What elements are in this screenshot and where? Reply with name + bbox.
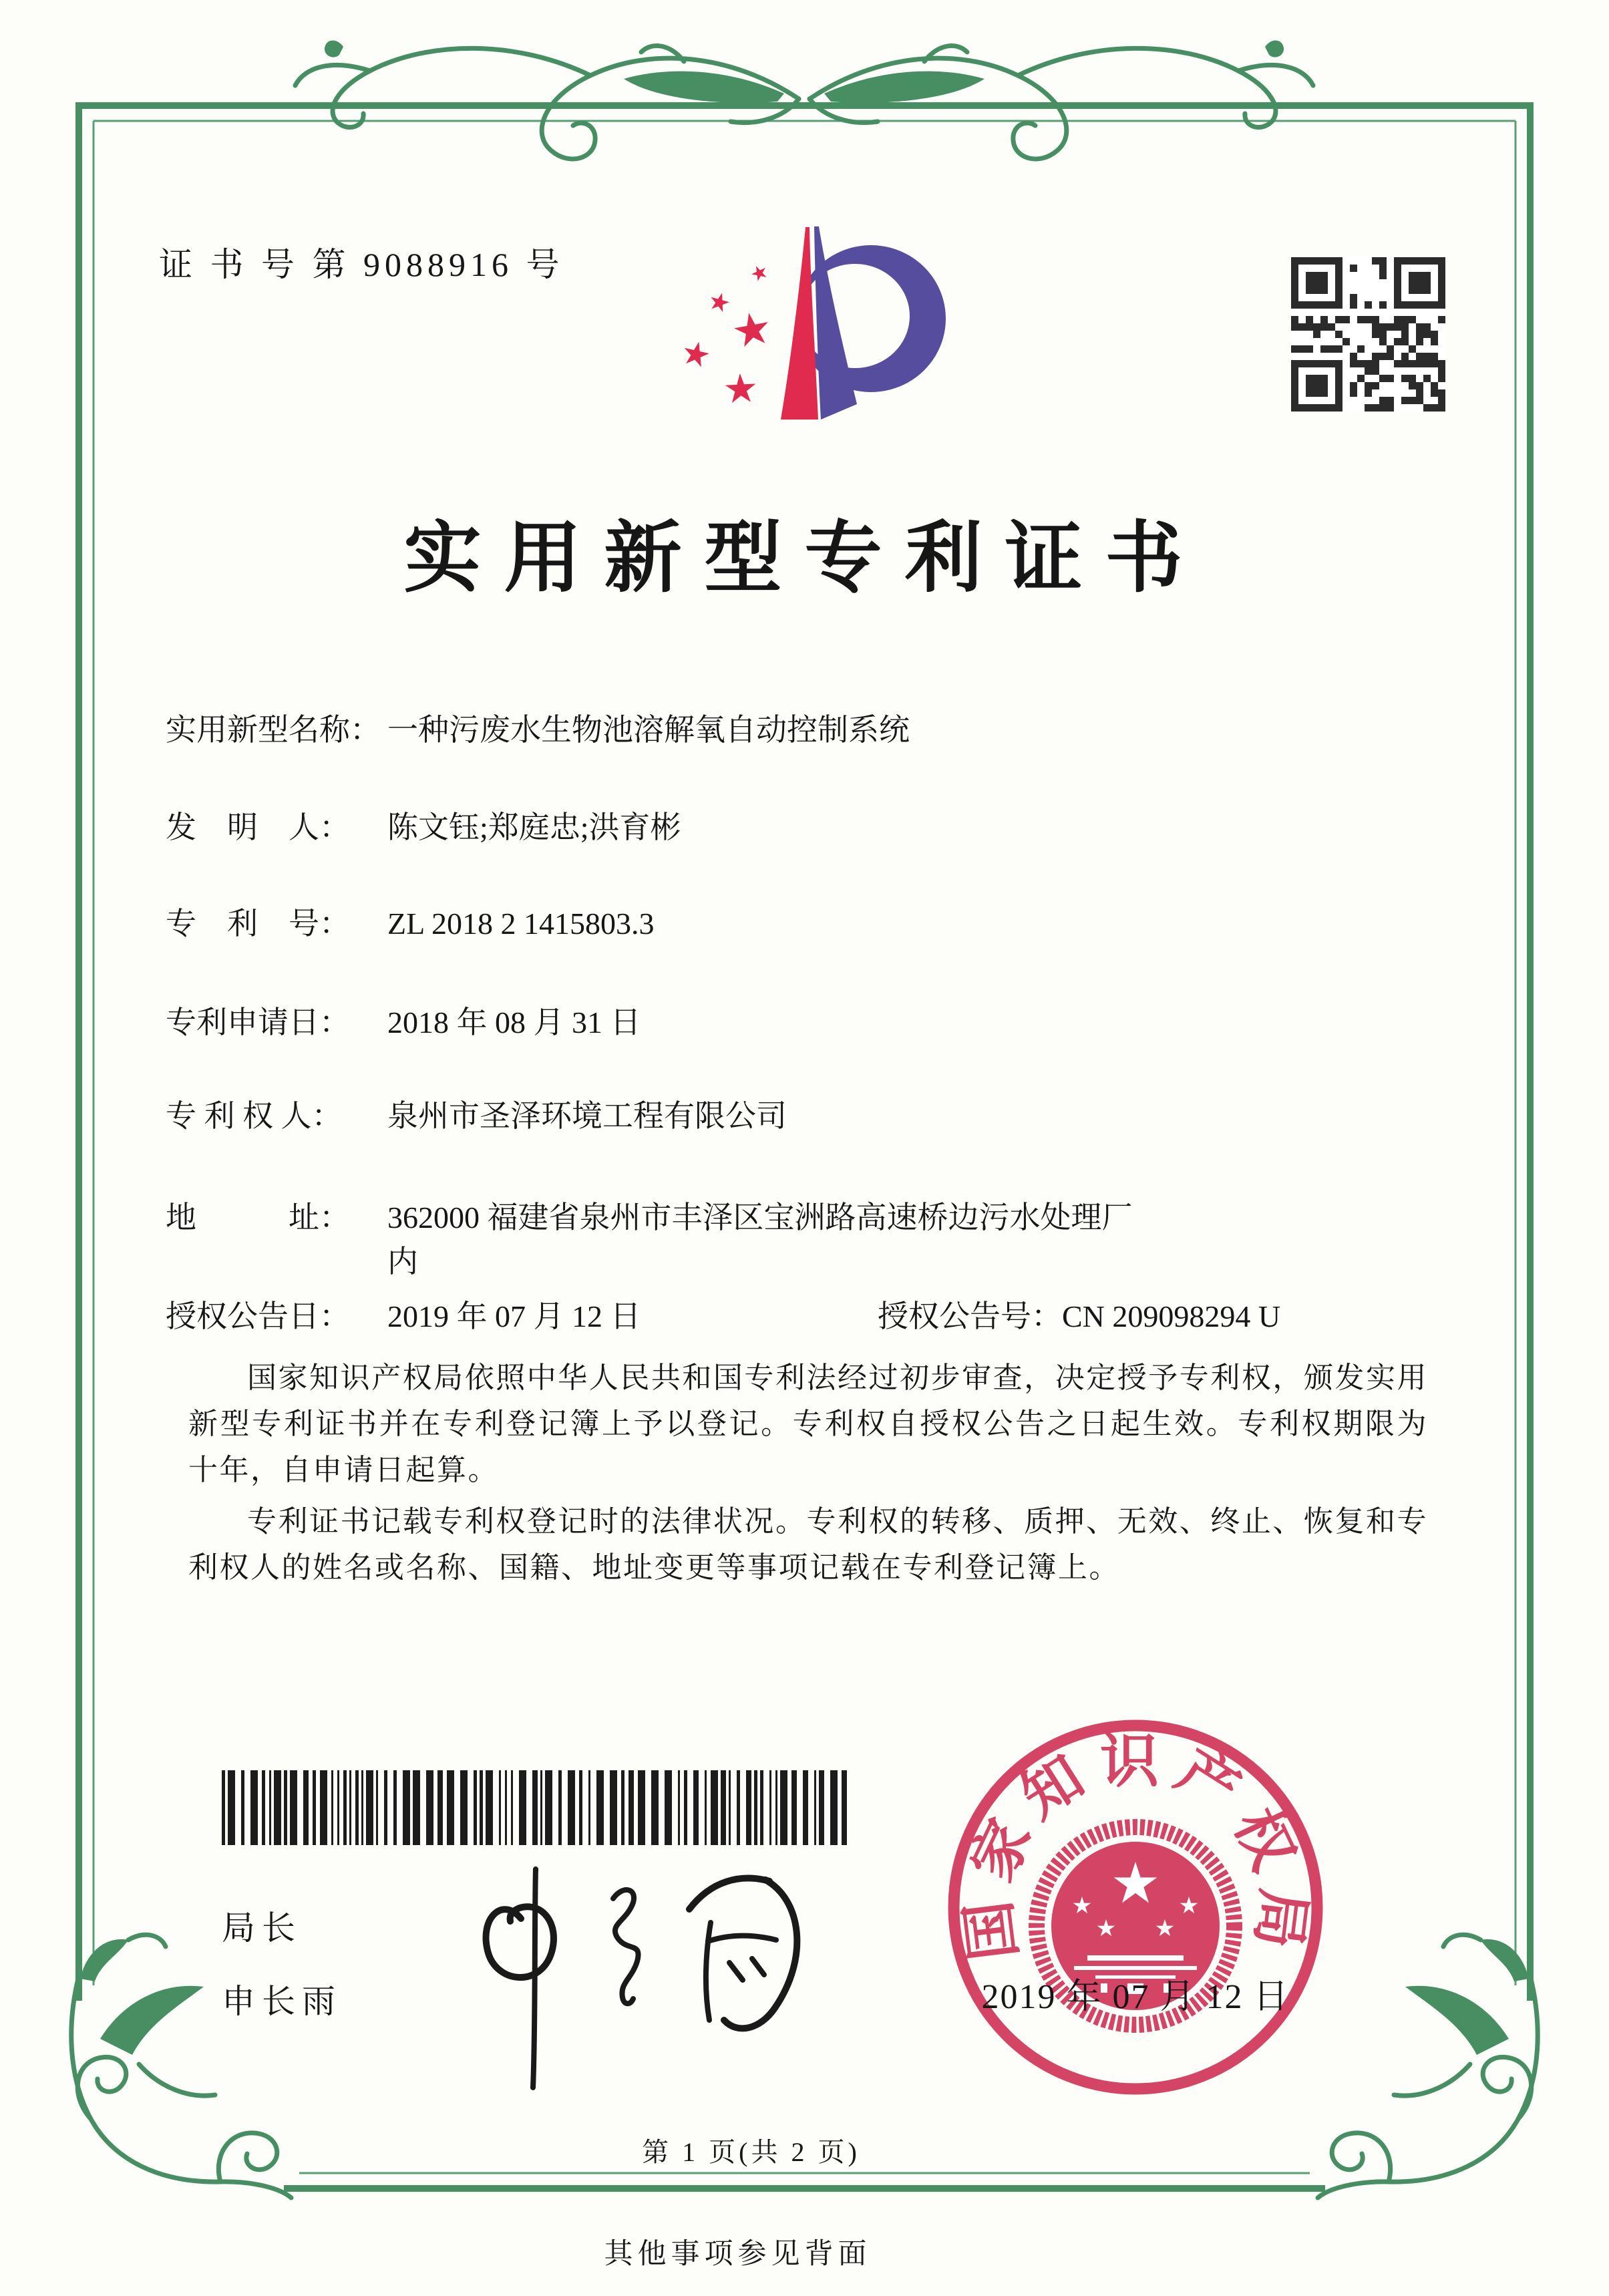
qr-code	[1291, 257, 1445, 412]
field-value: 一种污废水生物池溶解氧自动控制系统	[387, 713, 910, 747]
field-grant-number	[878, 1292, 1280, 1336]
certificate-title: 实用新型专利证书	[403, 516, 1206, 602]
logo-purple-shapes	[796, 226, 946, 420]
field-label: 专利申请日：	[166, 1005, 350, 1039]
cnipa-logo-icon	[658, 217, 952, 438]
certificate-number: 证 书 号 第 9088916 号	[159, 246, 564, 283]
legal-paragraph: 专利证书记载专利权登记时的法律状况。专利权的转移、质押、无效、终止、恢复和专利权人的姓名或名称、国籍、地址变更等事项记载在专利登记簿上。	[188, 1505, 1428, 1584]
field-value: 362000 福建省泉州市丰泽区宝洲路高速桥边污水处理厂	[387, 1200, 1133, 1235]
field-label: 发 明 人：	[166, 810, 350, 844]
official-seal	[935, 1707, 1336, 2108]
logo-stars-icon	[685, 266, 768, 403]
field-address-line2: 内	[387, 1245, 418, 1279]
field-patentee	[166, 1092, 787, 1136]
field-label: 授权公告日：	[166, 1299, 350, 1333]
back-note: 其他事项参见背面	[604, 2239, 872, 2270]
field-label: 授权公告号：	[878, 1299, 1062, 1333]
field-value: 泉州市圣泽环境工程有限公司	[387, 1099, 787, 1133]
field-value: ZL 2018 2 1415803.3	[387, 907, 655, 941]
logo-red-spike	[781, 227, 818, 420]
field-value: 2018 年 08 月 31 日	[387, 1005, 641, 1039]
field-label: 地 址：	[166, 1200, 350, 1235]
director-title-label: 局长	[222, 1909, 302, 1947]
field-patent-number	[166, 899, 655, 943]
page-number: 第 1 页(共 2 页)	[642, 2137, 860, 2167]
field-value: CN 209098294 U	[1062, 1299, 1281, 1333]
legal-text	[188, 1355, 1428, 1596]
field-label: 专 利 号：	[166, 907, 350, 941]
field-inventors	[166, 803, 681, 847]
legal-paragraph: 国家知识产权局依照中华人民共和国专利法经过初步审查，决定授予专利权，颁发实用新型专利证书并在专利登记簿上予以登记。专利权自授权公告之日起生效。专利权期限为十年，自申请日起算。	[188, 1361, 1428, 1486]
field-value: 陈文钰;郑庭忠;洪育彬	[387, 810, 681, 844]
seal-date: 2019 年 07 月 12 日	[981, 1978, 1290, 2016]
seal-arc-text: 国家知识产权局	[955, 1730, 1316, 1964]
field-grant-row	[166, 1292, 1281, 1336]
field-filing-date	[166, 998, 641, 1042]
barcode	[222, 1770, 853, 1845]
field-address	[166, 1193, 1133, 1237]
field-label: 实用新型名称：	[166, 713, 381, 747]
field-utility-model-name	[166, 705, 910, 750]
director-name-label: 申长雨	[222, 1983, 342, 2020]
director-signature	[441, 1857, 855, 2104]
field-value: 2019 年 07 月 12 日	[387, 1299, 641, 1333]
field-label: 专 利 权 人：	[166, 1099, 343, 1133]
